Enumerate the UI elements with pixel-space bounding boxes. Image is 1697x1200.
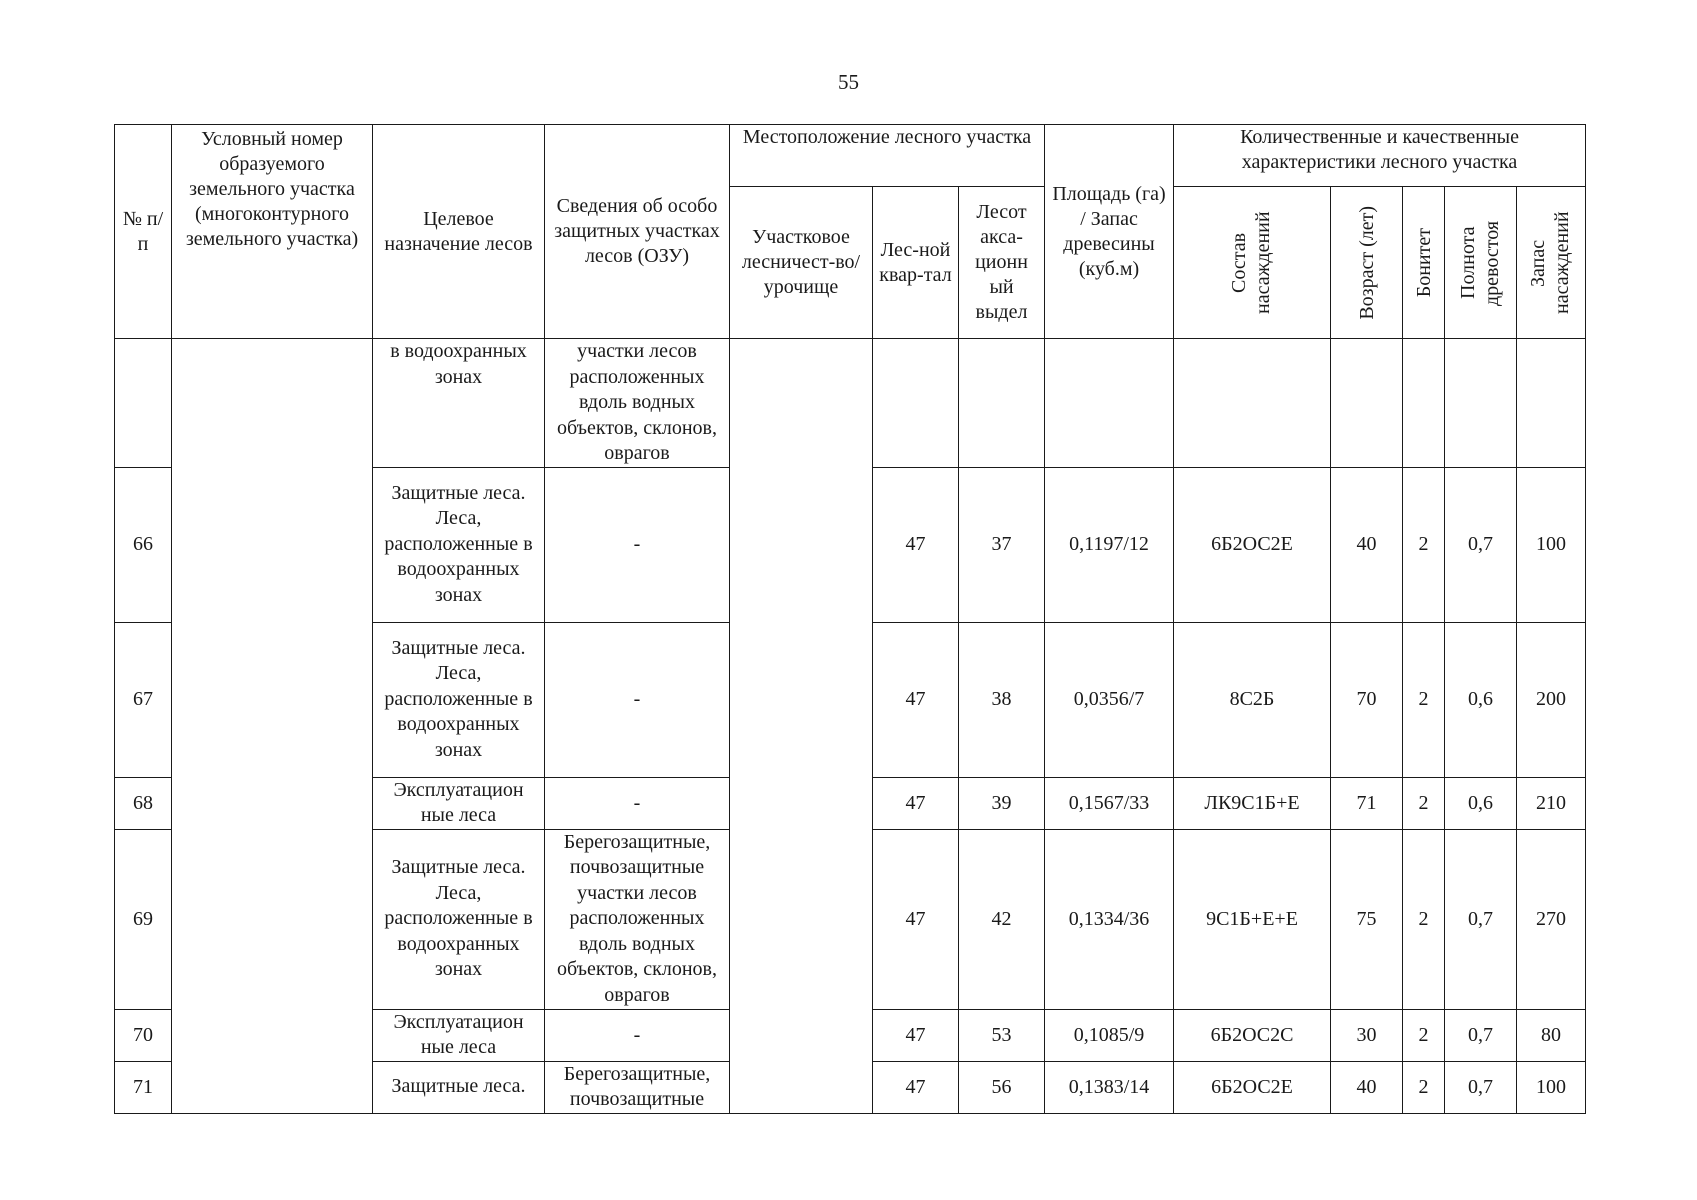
cell-ozu: Берегозащитные, почвозащитные участки лесов расположенных вдоль водных объектов, склонов, оврагов xyxy=(545,829,730,1009)
cell-age: 40 xyxy=(1331,1061,1403,1113)
cell-bonitet xyxy=(1403,339,1445,468)
cell-area: 0,0356/7 xyxy=(1045,622,1174,777)
header-num: № п/п xyxy=(115,125,172,339)
cell-num xyxy=(115,339,172,468)
cell-allotment xyxy=(959,339,1045,468)
header-age: Возраст (лет) xyxy=(1331,187,1403,339)
cell-allotment: 53 xyxy=(959,1009,1045,1061)
cell-stock: 100 xyxy=(1517,1061,1586,1113)
cell-age: 40 xyxy=(1331,467,1403,622)
cell-stock: 100 xyxy=(1517,467,1586,622)
cell-bonitet: 2 xyxy=(1403,467,1445,622)
cell-ozu: - xyxy=(545,1009,730,1061)
header-purpose: Целевое назначение лесов xyxy=(373,125,545,339)
cell-num: 71 xyxy=(115,1061,172,1113)
cell-area: 0,1197/12 xyxy=(1045,467,1174,622)
header-stock: Запас насаждений xyxy=(1517,187,1586,339)
cell-bonitet: 2 xyxy=(1403,777,1445,829)
cell-age: 71 xyxy=(1331,777,1403,829)
cell-density: 0,7 xyxy=(1445,829,1517,1009)
cell-bonitet: 2 xyxy=(1403,829,1445,1009)
header-characteristics-group: Количественные и качественные характеристики лесного участка xyxy=(1174,125,1586,187)
cell-purpose: Эксплуатацион ные леса xyxy=(373,777,545,829)
cell-forestry xyxy=(730,339,873,1114)
cell-quarter: 47 xyxy=(873,777,959,829)
cell-composition: 9С1Б+Е+Е xyxy=(1174,829,1331,1009)
cell-age: 30 xyxy=(1331,1009,1403,1061)
cell-num: 67 xyxy=(115,622,172,777)
forest-plots-table xyxy=(114,124,1586,1114)
cell-conditional-number xyxy=(172,339,373,1114)
header-conditional-number: Условный номер образуемого земельного участка (многоконтурного земельного участка) xyxy=(172,125,373,339)
page-number: 55 xyxy=(838,70,859,94)
cell-purpose: в водоохранных зонах xyxy=(373,339,545,468)
cell-ozu: участки лесов расположенных вдоль водных объектов, склонов, оврагов xyxy=(545,339,730,468)
cell-density xyxy=(1445,339,1517,468)
header-area: Площадь (га) / Запас древесины (куб.м) xyxy=(1045,125,1174,339)
cell-quarter xyxy=(873,339,959,468)
cell-allotment: 37 xyxy=(959,467,1045,622)
cell-allotment: 56 xyxy=(959,1061,1045,1113)
cell-stock: 210 xyxy=(1517,777,1586,829)
header-ozu: Сведения об особо защитных участках лесов (ОЗУ) xyxy=(545,125,730,339)
cell-density: 0,7 xyxy=(1445,1009,1517,1061)
cell-allotment: 42 xyxy=(959,829,1045,1009)
cell-density: 0,7 xyxy=(1445,1061,1517,1113)
cell-quarter: 47 xyxy=(873,1061,959,1113)
cell-quarter: 47 xyxy=(873,1009,959,1061)
header-composition: Состав насаждений xyxy=(1174,187,1331,339)
cell-composition: ЛК9С1Б+Е xyxy=(1174,777,1331,829)
cell-composition xyxy=(1174,339,1331,468)
cell-purpose: Защитные леса. Леса, расположенные в водоохранных зонах xyxy=(373,829,545,1009)
cell-bonitet: 2 xyxy=(1403,1009,1445,1061)
cell-bonitet: 2 xyxy=(1403,622,1445,777)
cell-density: 0,7 xyxy=(1445,467,1517,622)
cell-composition: 6Б2ОС2С xyxy=(1174,1009,1331,1061)
cell-num: 69 xyxy=(115,829,172,1009)
cell-stock: 200 xyxy=(1517,622,1586,777)
cell-ozu: - xyxy=(545,777,730,829)
cell-ozu: - xyxy=(545,622,730,777)
cell-purpose: Эксплуатацион ные леса xyxy=(373,1009,545,1061)
cell-area: 0,1383/14 xyxy=(1045,1061,1174,1113)
cell-quarter: 47 xyxy=(873,622,959,777)
cell-allotment: 39 xyxy=(959,777,1045,829)
cell-num: 68 xyxy=(115,777,172,829)
cell-stock: 80 xyxy=(1517,1009,1586,1061)
cell-area: 0,1085/9 xyxy=(1045,1009,1174,1061)
cell-allotment: 38 xyxy=(959,622,1045,777)
cell-quarter: 47 xyxy=(873,829,959,1009)
cell-purpose: Защитные леса. xyxy=(373,1061,545,1113)
cell-bonitet: 2 xyxy=(1403,1061,1445,1113)
cell-ozu: Берегозащитные, почвозащитные xyxy=(545,1061,730,1113)
header-allotment: Лесот акса-ционн ый выдел xyxy=(959,187,1045,339)
header-bonitet: Бонитет xyxy=(1403,187,1445,339)
cell-density: 0,6 xyxy=(1445,622,1517,777)
cell-num: 70 xyxy=(115,1009,172,1061)
cell-stock xyxy=(1517,339,1586,468)
cell-composition: 6Б2ОС2Е xyxy=(1174,467,1331,622)
cell-area: 0,1334/36 xyxy=(1045,829,1174,1009)
cell-num: 66 xyxy=(115,467,172,622)
cell-composition: 8С2Б xyxy=(1174,622,1331,777)
cell-age: 70 xyxy=(1331,622,1403,777)
cell-area: 0,1567/33 xyxy=(1045,777,1174,829)
cell-area xyxy=(1045,339,1174,468)
cell-density: 0,6 xyxy=(1445,777,1517,829)
table-row-continuation xyxy=(115,339,1586,468)
header-location-group: Местоположение лесного участка xyxy=(730,125,1045,187)
cell-purpose: Защитные леса. Леса, расположенные в водоохранных зонах xyxy=(373,622,545,777)
header-density: Полнота древостоя xyxy=(1445,187,1517,339)
header-forestry: Участковое лесничест-во/урочище xyxy=(730,187,873,339)
cell-age xyxy=(1331,339,1403,468)
header-quarter: Лес-ной квар-тал xyxy=(873,187,959,339)
cell-purpose: Защитные леса. Леса, расположенные в водоохранных зонах xyxy=(373,467,545,622)
cell-ozu: - xyxy=(545,467,730,622)
cell-quarter: 47 xyxy=(873,467,959,622)
cell-composition: 6Б2ОС2Е xyxy=(1174,1061,1331,1113)
cell-age: 75 xyxy=(1331,829,1403,1009)
cell-stock: 270 xyxy=(1517,829,1586,1009)
